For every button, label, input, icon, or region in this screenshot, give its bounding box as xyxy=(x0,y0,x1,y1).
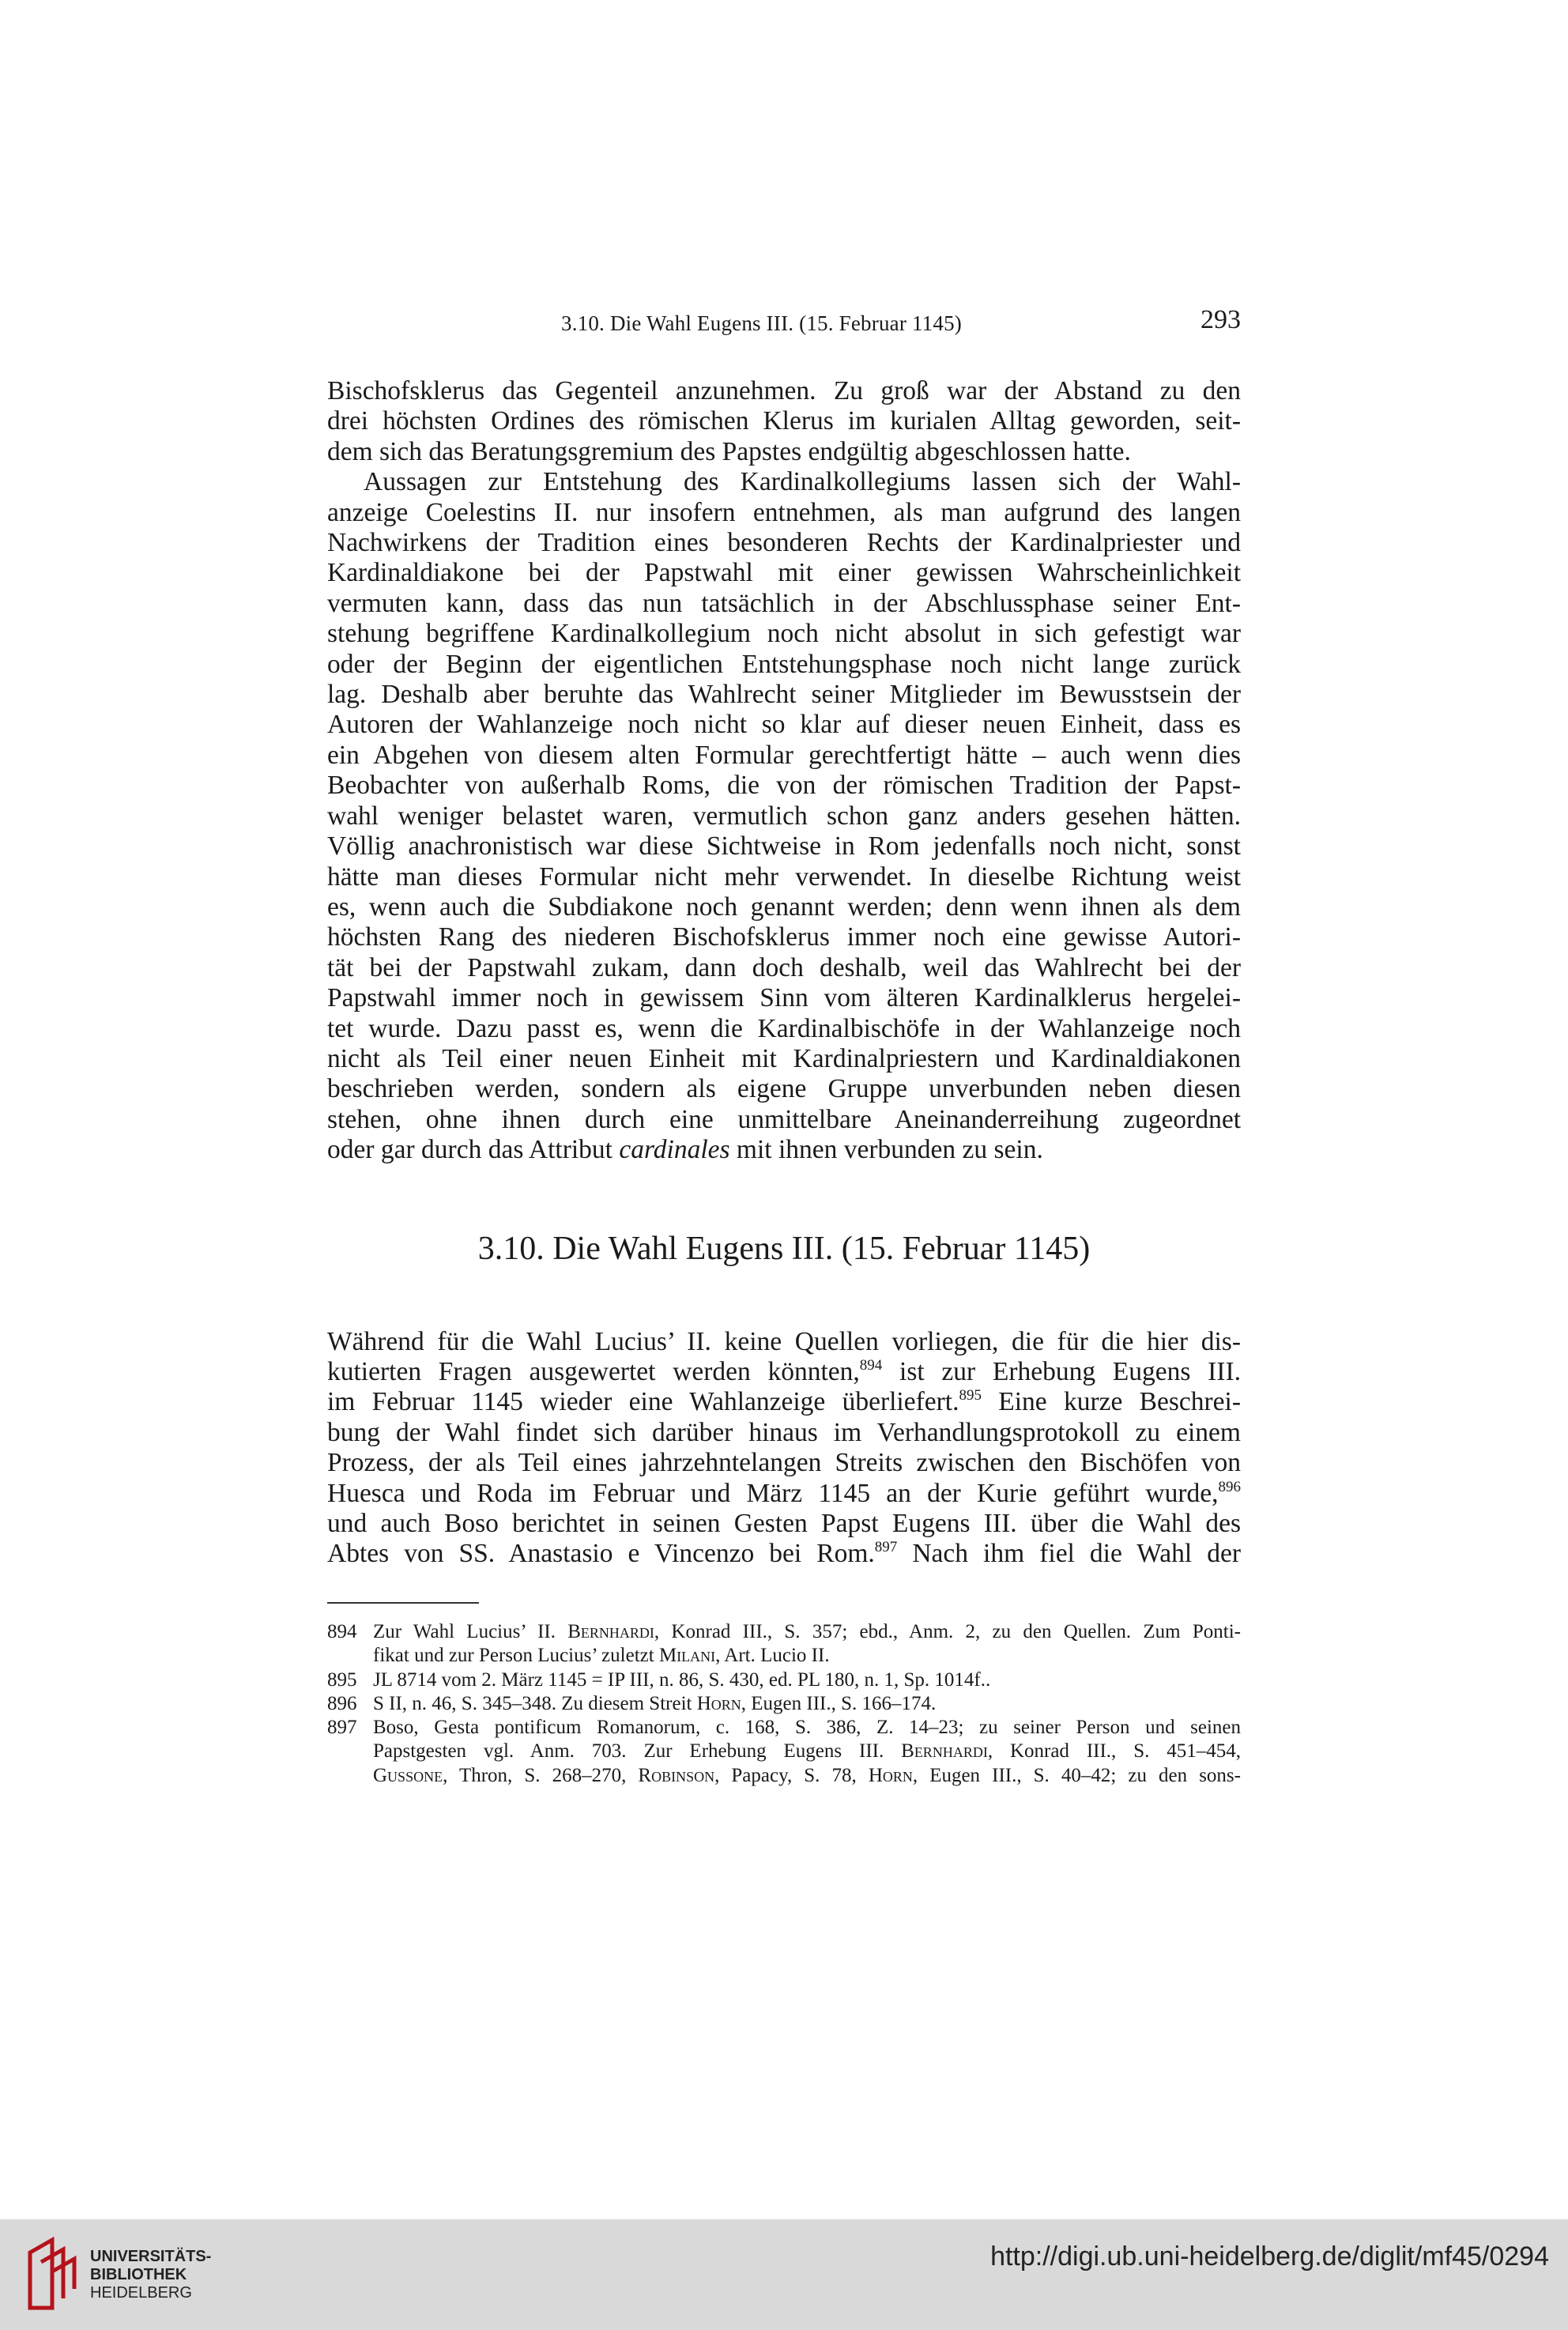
text-line: Autoren der Wahlanzeige noch nicht so klar auf dieser neuen Einheit, dass es xyxy=(327,710,1241,740)
section-body-text xyxy=(327,1300,1241,1596)
footnote-line xyxy=(373,1620,1241,1644)
text-line xyxy=(327,1479,1241,1509)
library-logo-icon xyxy=(24,2229,85,2316)
text-line: höchsten Rang des niederen Bischofsklerus immer noch eine gewisse Autori- xyxy=(327,922,1241,952)
author-name: Horn xyxy=(696,1692,741,1714)
footnote-number: 896 xyxy=(327,1692,357,1714)
footnote-divider xyxy=(327,1602,479,1604)
footnote-line xyxy=(373,1692,1241,1716)
text-line: drei höchsten Ordines des römischen Klerus im kurialen Alltag geworden, seit- xyxy=(327,406,1241,436)
text-line: Während für die Wahl Lucius’ II. keine Quellen vorliegen, die für die hier dis- xyxy=(327,1326,1241,1356)
text-run: im Februar 1145 wieder eine Wahlanzeige überliefert. xyxy=(327,1387,959,1417)
text-run: oder gar durch das Attribut xyxy=(327,1135,620,1165)
footnote-ref-894[interactable]: 894 xyxy=(859,1356,883,1374)
text-run: kutierten Fragen ausgewertet werden könnten, xyxy=(327,1356,860,1386)
text-run: , Thron, S. 268–270, xyxy=(443,1764,639,1786)
footnote-894 xyxy=(327,1620,1241,1668)
text-run: Nach ihm fiel die Wahl der xyxy=(897,1539,1241,1569)
author-name: Milani xyxy=(658,1645,716,1667)
body-text xyxy=(327,376,1241,1166)
footnote-line: Boso, Gesta pontificum Romanorum, c. 168, S. 386, Z. 14–23; zu seiner Person und seinen xyxy=(373,1717,1241,1739)
text-run: , Eugen III., S. 40–42; zu den sons- xyxy=(912,1764,1241,1786)
footnote-896 xyxy=(327,1692,1241,1716)
footnote-line xyxy=(373,1764,1241,1788)
footnote-ref-895[interactable]: 895 xyxy=(959,1387,982,1404)
running-header xyxy=(327,305,1241,345)
footnotes xyxy=(327,1620,1241,1788)
text-run: , Art. Lucio II. xyxy=(715,1645,830,1667)
text-line: nicht als Teil einer neuen Einheit mit Kardinalpriestern und Kardinaldiakonen xyxy=(327,1043,1241,1073)
footnote-ref-897[interactable]: 897 xyxy=(874,1539,898,1556)
paragraph-2 xyxy=(327,467,1241,1165)
text-run: , Konrad III., S. 451–454, xyxy=(987,1740,1242,1763)
text-line: anzeige Coelestins II. nur insofern entnehmen, als man aufgrund des langen xyxy=(327,497,1241,527)
text-run: Abtes von SS. Anastasio e Vincenzo bei Rom. xyxy=(327,1539,875,1569)
text-line: Beobachter von außerhalb Roms, die von der römischen Tradition der Papst- xyxy=(327,771,1241,801)
text-line xyxy=(327,1539,1241,1569)
text-line: beschrieben werden, sondern als eigene Gruppe unverbunden neben diesen xyxy=(327,1074,1241,1104)
text-line: tät bei der Papstwahl zukam, dann doch deshalb, weil das Wahlrecht bei der xyxy=(327,952,1241,982)
author-name: Bernhardi xyxy=(567,1621,654,1642)
text-line: es, wenn auch die Subdiakone noch genannt werden; denn wenn ihnen als dem xyxy=(327,892,1241,922)
footnote-895 xyxy=(327,1668,1241,1692)
text-line: Kardinaldiakone bei der Papstwahl mit einer gewissen Wahrscheinlichkeit xyxy=(327,558,1241,588)
source-url-link[interactable]: http://digi.ub.uni-heidelberg.de/diglit/mf45/0294 xyxy=(990,2241,1549,2272)
text-run: , Papacy, S. 78, xyxy=(714,1764,869,1786)
footer-bar xyxy=(0,2219,1568,2330)
text-line: tet wurde. Dazu passt es, wenn die Kardinalbischöfe in der Wahlanzeige noch xyxy=(327,1013,1241,1043)
author-name: Bernhardi xyxy=(901,1740,988,1763)
text-line: hätte man dieses Formular nicht mehr verwendet. In dieselbe Richtung weist xyxy=(327,861,1241,892)
text-line: bung der Wahl findet sich darüber hinaus im Verhandlungsprotokoll zu einem xyxy=(327,1417,1241,1447)
text-run: Zur Wahl Lucius’ II. xyxy=(373,1621,568,1642)
text-line: lag. Deshalb aber beruhte das Wahlrecht seiner Mitglieder im Bewusstsein der xyxy=(327,680,1241,710)
text-line xyxy=(327,1357,1241,1387)
italic-term: cardinales xyxy=(619,1135,730,1165)
footnote-897 xyxy=(327,1716,1241,1788)
text-line: Völlig anachronistisch war diese Sichtweise in Rom jedenfalls noch nicht, sonst xyxy=(327,831,1241,861)
footnote-line: JL 8714 vom 2. März 1145 = IP III, n. 86, S. 430, ed. PL 180, n. 1, Sp. 1014f.. xyxy=(373,1668,991,1691)
paragraph-3 xyxy=(327,1327,1241,1570)
page-number: 293 xyxy=(1200,305,1241,334)
text-run: ist zur Erhebung Eugens III. xyxy=(882,1356,1241,1386)
text-line xyxy=(327,1387,1241,1417)
text-line: ein Abgehen von diesem alten Formular gerechtfertigt hätte – auch wenn dies xyxy=(327,740,1241,770)
author-name: Gussone xyxy=(373,1764,443,1786)
text-line: Papstwahl immer noch in gewissem Sinn vom älteren Kardinalklerus hergelei- xyxy=(327,983,1241,1013)
footnote-number: 897 xyxy=(327,1717,357,1739)
text-line: stehung begriffene Kardinalkollegium noch nicht absolut in sich gefestigt war xyxy=(327,619,1241,649)
text-line: stehen, ohne ihnen durch eine unmittelbare Aneinanderreihung zugeordnet xyxy=(327,1104,1241,1134)
section-heading: 3.10. Die Wahl Eugens III. (15. Februar 1145) xyxy=(477,1231,1091,1267)
text-line: Bischofsklerus das Gegenteil anzunehmen. Zu groß war der Abstand zu den xyxy=(327,376,1241,405)
footnote-line xyxy=(373,1644,1241,1668)
text-run: , Konrad III., S. 357; ebd., Anm. 2, zu den Quellen. Zum Ponti- xyxy=(654,1621,1241,1642)
footnote-number: 895 xyxy=(327,1668,357,1691)
library-name-line: UNIVERSITÄTS- xyxy=(90,2248,212,2265)
text-line: dem sich das Beratungsgremium des Papstes endgültig abgeschlossen hatte. xyxy=(327,436,1131,466)
text-line: Nachwirkens der Tradition eines besonderen Rechts der Kardinalpriester und xyxy=(327,528,1241,558)
paragraph-1 xyxy=(327,376,1241,467)
text-run: Huesca und Roda im Februar und März 1145 an der Kurie geführt wurde, xyxy=(327,1478,1219,1508)
text-line: wahl weniger belastet waren, vermutlich schon ganz anders gesehen hätten. xyxy=(327,801,1241,831)
running-title: 3.10. Die Wahl Eugens III. (15. Februar 1145) xyxy=(561,311,962,335)
text-run: S II, n. 46, S. 345–348. Zu diesem Streit xyxy=(373,1692,697,1714)
footnote-ref-896[interactable]: 896 xyxy=(1218,1478,1241,1495)
library-name-line: HEIDELBERG xyxy=(90,2284,192,2302)
text-run: Papstgesten vgl. Anm. 703. Zur Erhebung Eugens III. xyxy=(373,1740,902,1763)
text-line: oder der Beginn der eigentlichen Entstehungsphase noch nicht lange zurück xyxy=(327,649,1241,679)
footnote-number: 894 xyxy=(327,1621,357,1642)
author-name: Robinson xyxy=(638,1764,715,1786)
text-line xyxy=(327,1135,1241,1165)
author-name: Horn xyxy=(868,1764,913,1786)
text-line: vermuten kann, dass das nun tatsächlich in der Abschlussphase seiner Ent- xyxy=(327,588,1241,618)
text-line: Prozess, der als Teil eines jahrzehntelangen Streits zwischen den Bischöfen von xyxy=(327,1448,1241,1478)
text-run: fikat und zur Person Lucius’ zuletzt xyxy=(373,1645,659,1667)
text-run: Eine kurze Beschrei- xyxy=(981,1387,1242,1417)
text-line: Aussagen zur Entstehung des Kardinalkollegiums lassen sich der Wahl- xyxy=(364,467,1241,497)
library-name-line: BIBLIOTHEK xyxy=(90,2266,187,2283)
footnote-line xyxy=(373,1740,1241,1763)
text-line: und auch Boso berichtet in seinen Gesten Papst Eugens III. über die Wahl des xyxy=(327,1508,1241,1538)
library-name xyxy=(90,2248,211,2302)
text-run: mit ihnen verbunden zu sein. xyxy=(729,1135,1043,1165)
text-run: , Eugen III., S. 166–174. xyxy=(741,1692,937,1714)
